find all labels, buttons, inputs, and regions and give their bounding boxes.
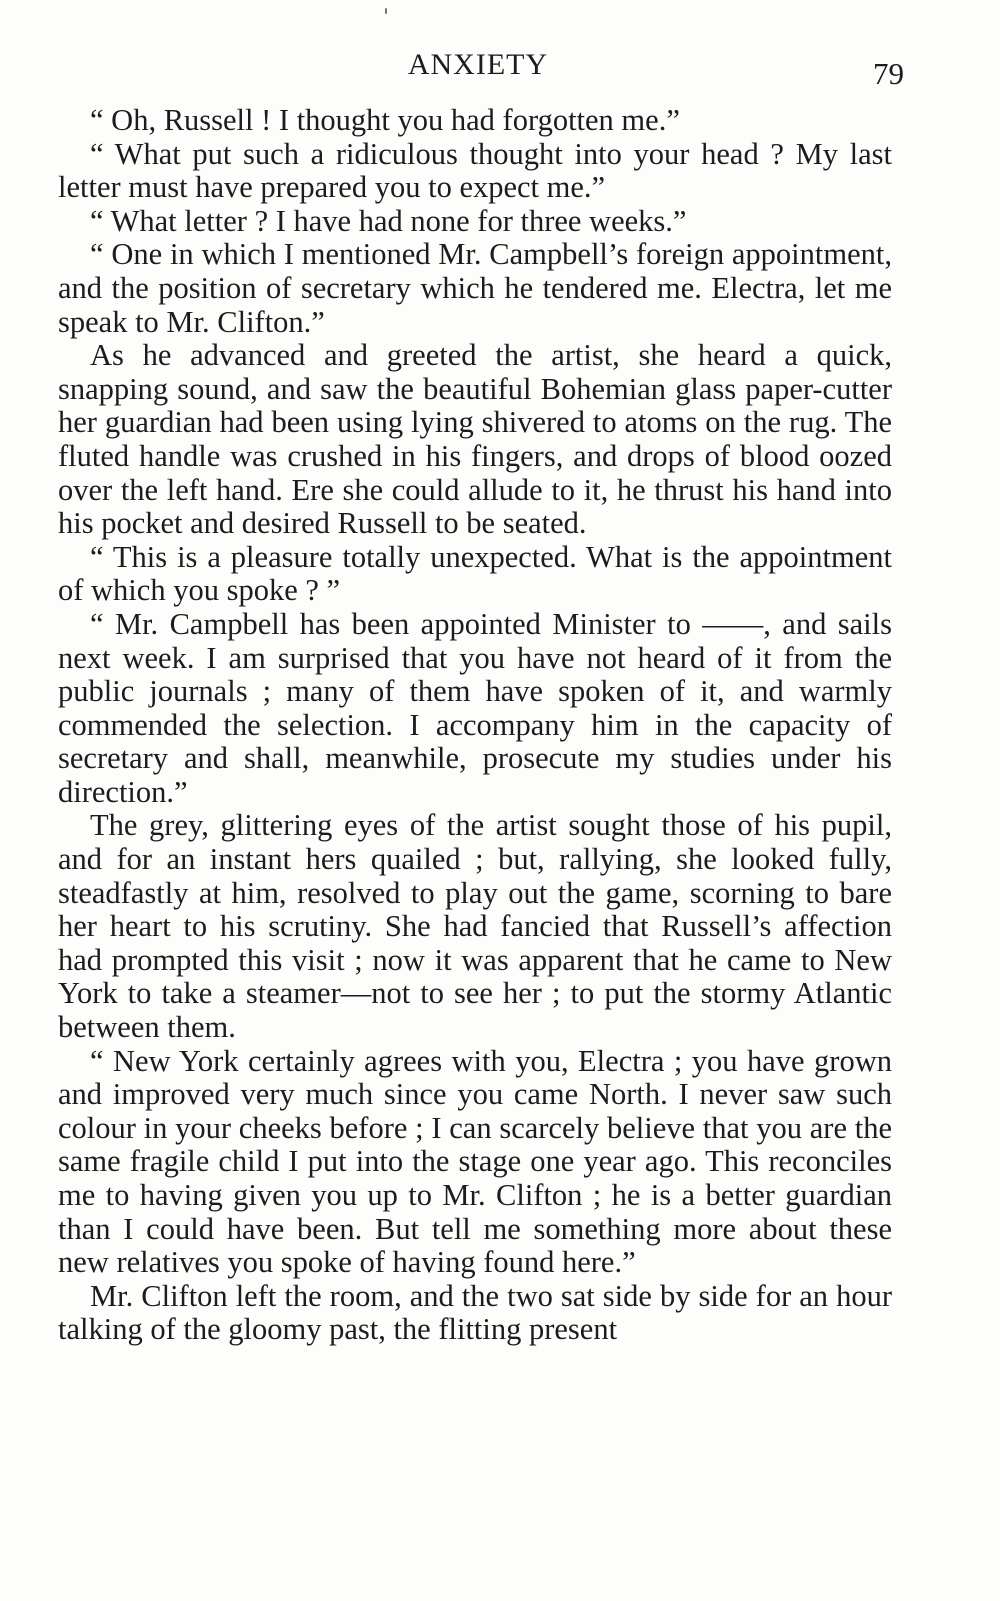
running-title: ANXIETY bbox=[407, 48, 549, 81]
paragraph: “ What put such a ridiculous thought into your head ? My last letter must have prepared you to expect me.” bbox=[58, 136, 892, 205]
paragraph: “ One in which I mentioned Mr. Campbell’s foreign appointment, and the position of secretary which he tendered me. Electra, let me speak to Mr. Clifton.” bbox=[58, 237, 892, 339]
paragraph: “ This is a pleasure totally unexpected. What is the appointment of which you spoke ? ” bbox=[58, 539, 892, 608]
paragraph: “ New York certainly agrees with you, Electra ; you have grown and improved very much since you came North. I never saw such colour in your cheeks before ; I can scarcely believe that you are the same fragile child I put into the stage one year ago. This reconciles me to having given you up to Mr. Clifton ; he is a better guardian than I could have been. But tell me something more about these new relatives you spoke of having found here.” bbox=[58, 1043, 892, 1280]
body-text bbox=[58, 104, 892, 1347]
paragraph: The grey, glittering eyes of the artist sought those of his pupil, and for an instant hers quailed ; but, rallying, she looked fully, steadfastly at him, resolved to play out the game, scorning to bare her heart to his scrutiny. She had fancied that Russell’s affection had prompted this visit ; now it was apparent that he came to New York to take a steamer—not to see her ; to put the stormy Atlantic between them. bbox=[58, 808, 892, 1045]
paragraph: Mr. Clifton left the room, and the two sat side by side for an hour talking of the gloomy past, the flitting present bbox=[58, 1278, 892, 1347]
page-number: 79 bbox=[873, 56, 904, 91]
paragraph: “ What letter ? I have had none for three weeks.” bbox=[90, 203, 687, 238]
paragraph: “ Oh, Russell ! I thought you had forgotten me.” bbox=[90, 103, 680, 137]
paragraph: “ Mr. Campbell has been appointed Minister to ——, and sails next week. I am surprised that you have not heard of it from the public journals ; many of them have spoken of it, and warmly commended the selection. I accompany him in the capacity of secretary and shall, meanwhile, prosecute my studies under his direction.” bbox=[58, 606, 892, 809]
print-speck bbox=[385, 8, 387, 14]
paragraph: As he advanced and greeted the artist, she heard a quick, snapping sound, and saw the beautiful Bohemian glass paper-cutter her guardian had been using lying shivered to atoms on the rug. The fluted handle was crushed in his fingers, and drops of blood oozed over the left hand. Ere she could allude to it, he thrust his hand into his pocket and desired Russell to be seated. bbox=[58, 338, 892, 541]
running-head bbox=[58, 48, 904, 91]
